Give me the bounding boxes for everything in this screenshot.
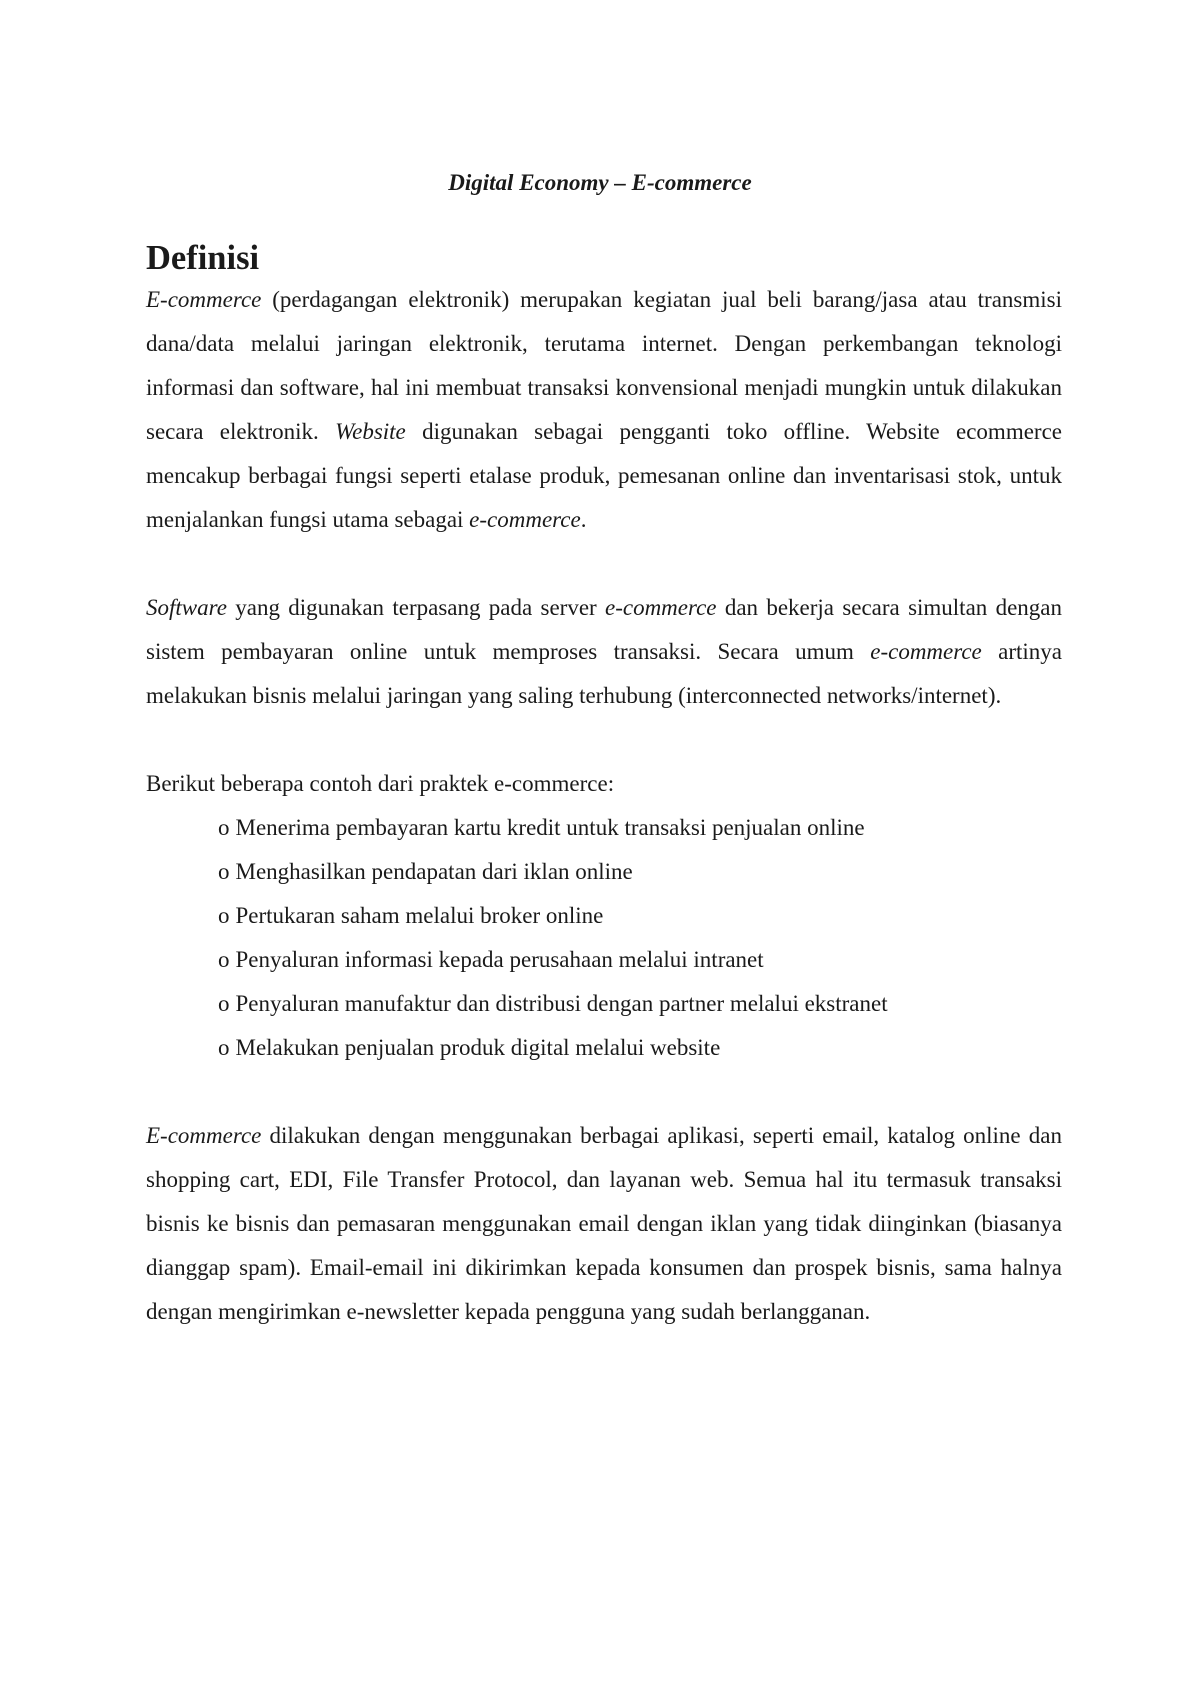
bullet-icon: o [218,903,230,928]
list-item [218,938,1062,982]
paragraph-text: yang digunakan terpasang pada server [226,595,605,620]
paragraph-spacer [146,542,1062,586]
italic-term: E-commerce [146,1123,262,1148]
list-item [218,806,1062,850]
paragraph-text: (perdagangan elektronik) merupakan kegiatan jual beli barang/jasa atau transmisi dana/data melalui jaringan elektronik, terutama internet. Dengan perkembangan teknologi informasi dan software, hal ini membuat transaksi konvensional menjadi mungkin untuk dilakukan secara elektronik. [146,287,1062,444]
list-item-text: Menghasilkan pendapatan dari iklan online [235,859,633,884]
italic-term: e-commerce [605,595,717,620]
bullet-icon: o [218,991,230,1016]
list-item [218,850,1062,894]
list-item-text: Penyaluran manufaktur dan distribusi dengan partner melalui ekstranet [235,991,888,1016]
list-item [218,982,1062,1026]
list-item [218,1026,1062,1070]
paragraph-spacer [146,718,1062,762]
paragraph-text: dilakukan dengan menggunakan berbagai aplikasi, seperti email, katalog online dan shopping cart, EDI, File Transfer Protocol, dan layanan web. Semua hal itu termasuk transaksi bisnis ke bisnis dan pemasaran menggunakan email dengan iklan yang tidak diinginkan (biasanya dianggap spam). Email-email ini dikirimkan kepada konsumen dan prospek bisnis, sama halnya dengan mengirimkan e-newsletter kepada pengguna yang sudah berlangganan. [146,1123,1062,1324]
italic-term: e-commerce [870,639,982,664]
list-item-text: Menerima pembayaran kartu kredit untuk transaksi penjualan online [235,815,865,840]
paragraph-software [146,586,1062,718]
paragraph-applications [146,1114,1062,1334]
list-item-text: Penyaluran informasi kepada perusahaan melalui intranet [235,947,764,972]
bullet-icon: o [218,947,230,972]
document-title: Digital Economy – E-commerce [448,170,752,195]
bullet-icon: o [218,815,230,840]
paragraph-text: artinya melakukan bisnis melalui jaringan yang saling terhubung (interconnected networks/internet). [146,639,1062,708]
bullet-icon: o [218,1035,230,1060]
paragraph-definition [146,278,1062,542]
paragraph-text: digunakan sebagai pengganti toko offline. Website ecommerce mencakup berbagai fungsi seperti etalase produk, pemesanan online dan inventarisasi stok, untuk menjalankan fungsi utama sebagai [146,419,1062,532]
paragraph-text: dan bekerja secara simultan dengan sistem pembayaran online untuk memproses transaksi. Secara umum [146,595,1063,664]
italic-term: Software [146,595,227,620]
section-heading: Definisi [146,239,260,277]
paragraph-spacer [146,1070,1062,1114]
paragraph-text: . [580,507,587,532]
bullet-icon: o [218,859,230,884]
list-item-text: Pertukaran saham melalui broker online [235,903,604,928]
list-intro: Berikut beberapa contoh dari praktek e-commerce: [146,771,615,796]
list-item-text: Melakukan penjualan produk digital melalui website [235,1035,721,1060]
document-body [146,238,1062,1334]
italic-term: Website [335,419,406,444]
list-item [218,894,1062,938]
italic-term: e-commerce [469,507,581,532]
italic-term: E-commerce [146,287,262,312]
examples-list [146,806,1062,1070]
